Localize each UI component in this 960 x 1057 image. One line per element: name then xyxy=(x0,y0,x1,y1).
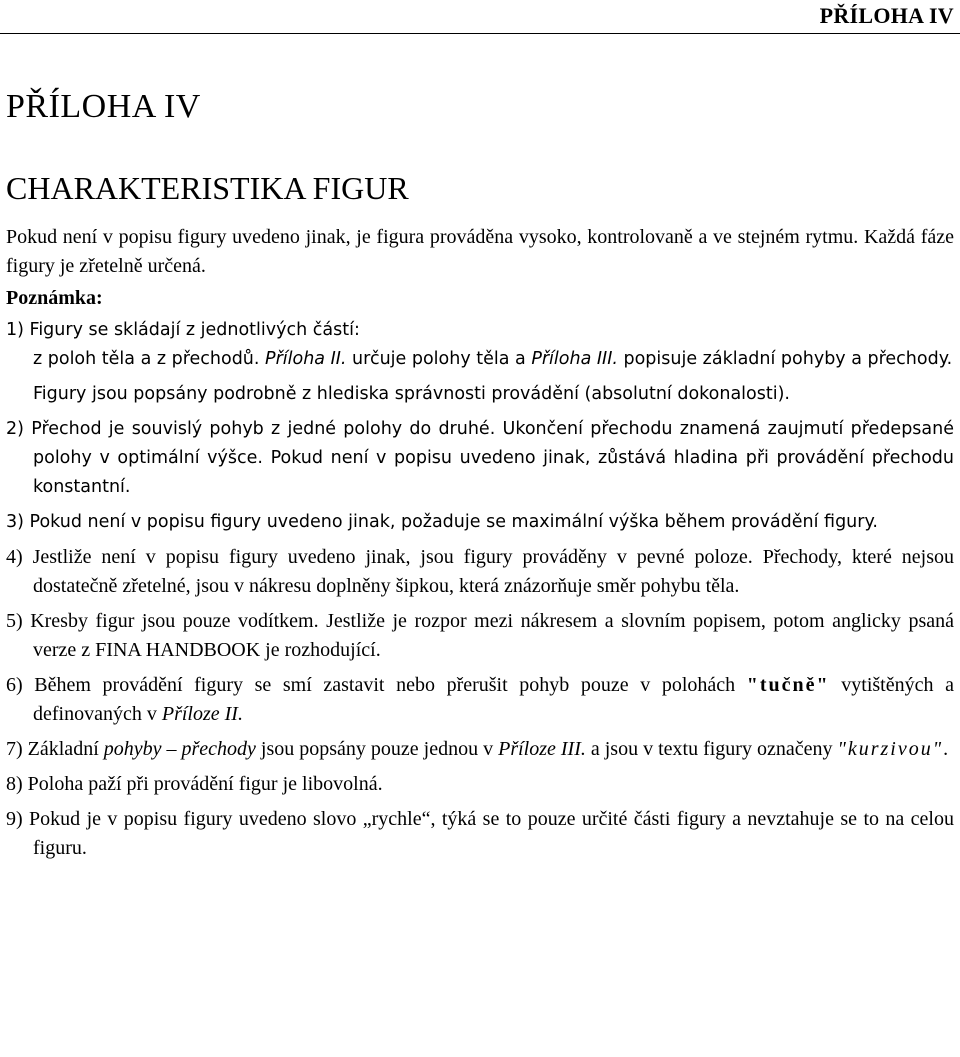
note-item-6-ref: Příloze II. xyxy=(161,703,243,725)
note-label: Poznámka: xyxy=(6,287,103,309)
note-item-1-ref-b: Příloha III. xyxy=(531,349,618,369)
note-item-7-text-c: a jsou v textu figury označeny xyxy=(585,738,838,760)
note-item-1 xyxy=(6,316,954,409)
note-item-1-line3: Figury jsou popsány podrobně z hlediska správnosti provádění (absolutní dokonalosti). xyxy=(33,384,790,404)
note-item-6-text-b: vytištěných a definovaných v xyxy=(33,674,954,725)
note-item-1-line2 xyxy=(6,345,954,374)
note-item-7-text-b: jsou popsány pouze jednou v xyxy=(255,738,499,760)
note-item-5: 5) Kresby figur jsou pouze vodítkem. Jestliže je rozpor mezi nákresem a slovním popisem, potom anglicky psaná verze z FINA HANDBOOK je rozhodující. xyxy=(6,610,954,661)
document-body xyxy=(6,223,954,869)
note-item-6 xyxy=(6,671,954,729)
note-item-7-italic-b: "kurzivou" xyxy=(837,738,944,760)
note-item-1-line1: 1) Figury se skládají z jednotlivých částí: xyxy=(6,320,360,340)
note-item-8: 8) Poloha paží při provádění figur je libovolná. xyxy=(6,773,383,795)
note-item-3: 3) Pokud není v popisu figury uvedeno jinak, požaduje se maximální výška během provádění figury. xyxy=(6,512,878,532)
note-item-7-ref: Příloze III. xyxy=(498,738,586,760)
note-item-4: 4) Jestliže není v popisu figury uvedeno jinak, jsou figury prováděny v pevné poloze. Přechody, které nejsou dostatečně zřetelné, jsou v nákresu doplněny šipkou, která znázorňuje směr pohybu těla. xyxy=(6,546,954,597)
note-item-1-ref-a: Příloha II. xyxy=(265,349,347,369)
header-rule xyxy=(0,33,960,34)
intro-paragraph: Pokud není v popisu figury uvedeno jinak, je figura prováděna vysoko, kontrolovaně a ve stejném rytmu. Každá fáze figury je zřetelně určená. xyxy=(6,226,954,277)
note-item-7-italic-a: pohyby – přechody xyxy=(103,738,256,760)
note-item-7-text-a: 7) Základní xyxy=(6,738,104,760)
note-item-7 xyxy=(6,735,954,764)
running-header: PŘÍLOHA IV xyxy=(819,3,954,28)
note-item-6-bold-word: "tučně" xyxy=(746,674,830,696)
page-title: PŘÍLOHA IV xyxy=(6,88,201,125)
section-title: CHARAKTERISTIKA FIGUR xyxy=(6,170,409,206)
note-item-7-text-d: . xyxy=(943,738,949,760)
note-item-6-text-a: 6) Během provádění figury se smí zastavit nebo přerušit pohyb pouze v polohách xyxy=(6,674,747,696)
note-item-2: 2) Přechod je souvislý pohyb z jedné polohy do druhé. Ukončení přechodu znamená zaujmutí předepsané polohy v optimální výšce. Pokud není v popisu uvedeno jinak, zůstává hladina při provádění přechodu konstantní. xyxy=(6,419,954,497)
note-item-1-text-c: popisuje základní pohyby a přechody. xyxy=(617,349,953,369)
note-item-1-text-a: z poloh těla a z přechodů. xyxy=(33,349,266,369)
note-item-9: 9) Pokud je v popisu figury uvedeno slovo „rychle“, týká se to pouze určité části figury a nevztahuje se to na celou figuru. xyxy=(6,808,954,859)
note-item-1-text-b: určuje polohy těla a xyxy=(346,349,532,369)
